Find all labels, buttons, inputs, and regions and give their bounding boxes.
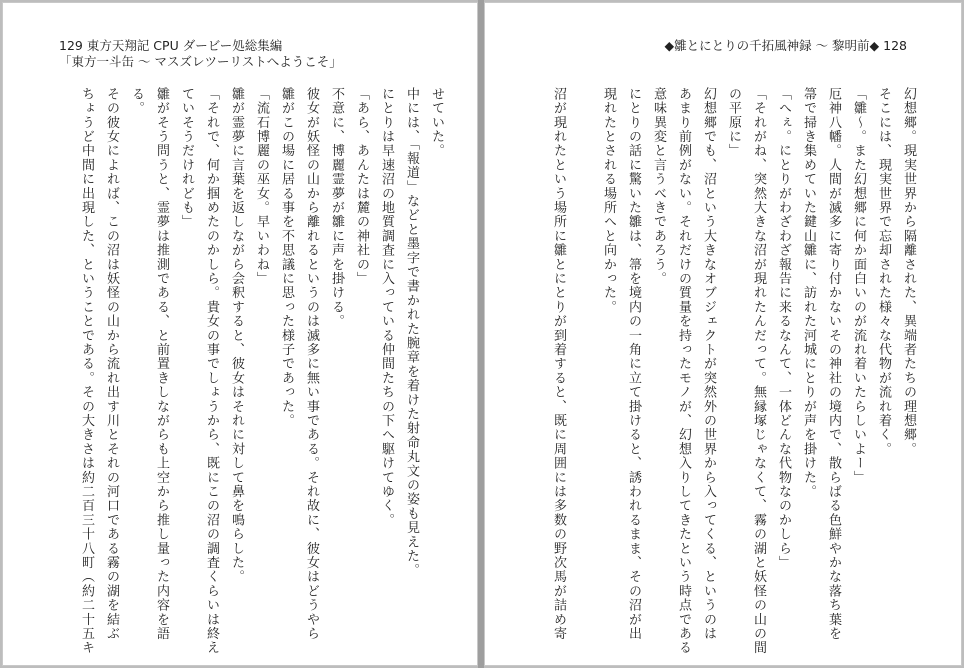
text-column: あまり前例がない。それだけの質量を持ったモノが、幻想入りしてきたという時点である xyxy=(676,87,691,655)
text-column: 「流石博麗の巫女。早いわね」 xyxy=(254,87,269,286)
right-page-header-title: ◆雛とにとりの千拓風神録 〜 黎明前◆ 128 xyxy=(664,38,907,53)
text-column: 沼が現れたという場所に雛とにとりが到着すると、既に周囲には多数の野次馬が詰め寄 xyxy=(551,87,566,641)
text-column: 「それで、何か掴めたのかしら。貴女の事でしょうから、既にこの沼の調査くらいは終え xyxy=(204,87,219,655)
text-column: 幻想郷でも、沼という大きなオブジェクトが突然外の世界から入ってくる、というのは xyxy=(701,87,716,641)
text-column: 「へぇ。にとりがわざわざ報告に来るなんて、一体どんな代物なのかしら」 xyxy=(776,87,791,570)
text-column: 意味異変と言うべきであろう。 xyxy=(651,87,666,286)
text-column: 「雛〜。また幻想郷に何か面白いのが流れ着いたらしいよー」 xyxy=(851,87,866,485)
text-column: 「それがね、突然大きな沼が現れたんだって。無縁塚じゃなくて、霧の湖と妖怪の山の間 xyxy=(751,87,766,655)
text-column: 雛がそう問うと、霊夢は推測である、と前置きしながらも上空から推し量った内容を語 xyxy=(154,87,169,641)
text-column: ちょうど中間に出現した、ということである。その大きさは約二百三十八町（約二十五キ xyxy=(79,87,94,655)
text-column: ていそうだけれども」 xyxy=(179,87,194,229)
text-column: 雛がこの場に居る事を不思議に思った様子であった。 xyxy=(279,87,294,428)
text-column: 幻想郷。現実世界から隔離された、異端者たちの理想郷。 xyxy=(901,87,916,457)
text-column: そこには、現実世界で忘却された様々な代物が流れ着く。 xyxy=(876,87,891,457)
text-column: 不意に、博麗霊夢が雛に声を掛ける。 xyxy=(329,87,344,329)
text-column: せていた。 xyxy=(429,87,444,158)
left-page-header-subtitle: 「東方一斗缶 〜 マスズレツーリストへようこそ」 xyxy=(59,54,342,69)
left-page-header-title: 129 東方天翔記 CPU ダービー処総集編 xyxy=(59,38,283,53)
text-column: 厄神八幡。人間が滅多に寄り付かないその神社の境内で、散らばる色鮮やかな落ち葉を xyxy=(826,87,841,641)
right-page xyxy=(484,2,962,666)
text-column: る。 xyxy=(129,87,144,116)
text-column: 現れたとされる場所へと向かった。 xyxy=(601,87,616,315)
text-column: 中には、「報道」などと墨字で書かれた腕章を着けた射命丸文の姿も見えた。 xyxy=(404,87,419,578)
left-page xyxy=(2,2,478,666)
text-column: にとりの話に驚いた雛は、箒を境内の一角に立て掛けると、誘われるまま、その沼が出 xyxy=(626,87,641,641)
text-column: 雛が霊夢に言葉を返しながら会釈すると、彼女はそれに対して鼻を鳴らした。 xyxy=(229,87,244,584)
text-column: 箒で掃き集めていた鍵山雛に、訪れた河城にとりが声を掛けた。 xyxy=(801,87,816,499)
text-column: 「あら、あんたは麓の神社の」 xyxy=(354,87,369,286)
text-column: 彼女が妖怪の山から離れるというのは滅多に無い事である。それ故に、彼女はどうやら xyxy=(304,87,319,641)
right-page-body xyxy=(501,87,921,655)
left-page-body xyxy=(69,87,449,655)
text-column: にとりは早速沼の地質調査に入っている仲間たちの下へ駆けてゆく。 xyxy=(379,87,394,528)
text-column: の平原に」 xyxy=(726,87,741,158)
text-column xyxy=(571,87,596,623)
text-column: その彼女によれば、この沼は妖怪の山から流れ出す川とそれの河口である霧の湖を結ぶ xyxy=(104,87,119,641)
